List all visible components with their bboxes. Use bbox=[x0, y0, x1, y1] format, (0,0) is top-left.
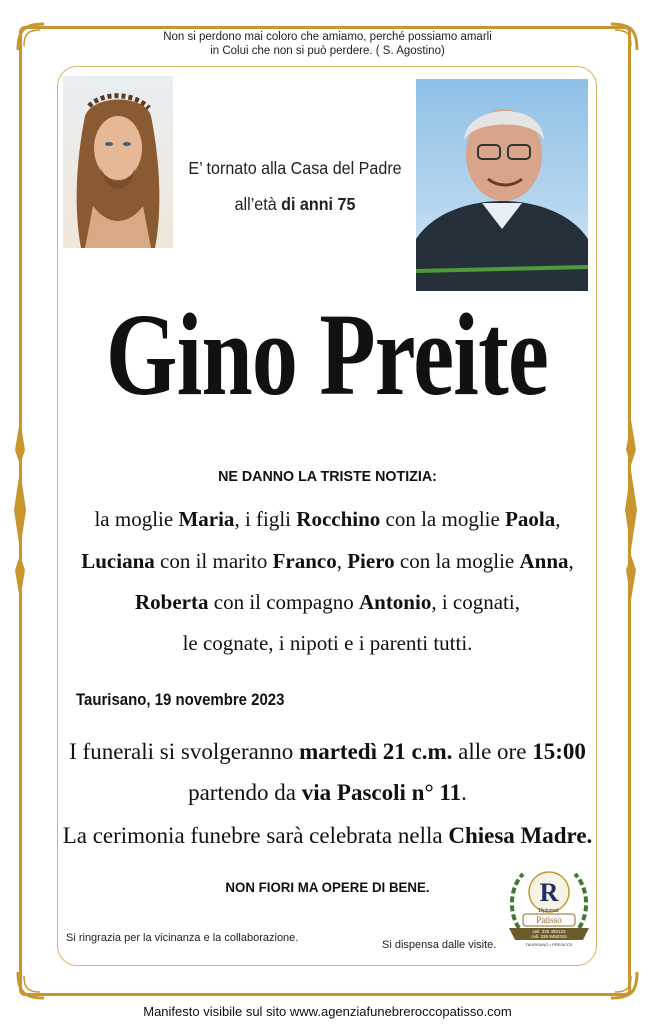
jesus-image bbox=[63, 76, 173, 248]
text-run: con il compagno bbox=[208, 590, 359, 614]
bold-text: Maria bbox=[178, 507, 235, 531]
text-run: le cognate, i nipoti e i parenti tutti. bbox=[182, 631, 473, 655]
text-run: , bbox=[568, 549, 574, 573]
bold-text: Franco bbox=[272, 549, 337, 573]
logo-town: TAURISANO • PRESICCE bbox=[525, 942, 573, 947]
funeral-line-2 bbox=[0, 780, 655, 806]
corner-ornament-icon bbox=[607, 968, 641, 1002]
family-line-1 bbox=[0, 507, 655, 532]
funeral-line-3 bbox=[0, 823, 655, 849]
no-flowers-note: NON FIORI MA OPERE DI BENE. bbox=[225, 879, 430, 895]
text-run: , bbox=[336, 549, 348, 573]
bold-text: Luciana bbox=[81, 549, 155, 573]
quote-line-1: Non si perdono mai coloro che amiamo, perché possiamo amarli bbox=[163, 31, 492, 43]
family-line-4 bbox=[0, 631, 655, 656]
bold-text: Anna bbox=[519, 549, 569, 573]
text-run: , i figli bbox=[234, 507, 297, 531]
no-visits-note: Si dispensa dalle visite. bbox=[382, 939, 497, 951]
thanks-note: Si ringrazia per la vicinanza e la collaborazione. bbox=[66, 932, 299, 944]
intro-line-1: E’ tornato alla Casa del Padre bbox=[188, 158, 402, 178]
corner-ornament-icon bbox=[607, 20, 641, 54]
logo-brand: Patisso bbox=[536, 915, 562, 925]
bold-text: via Pascoli n° 11 bbox=[301, 780, 462, 805]
bold-text: Piero bbox=[347, 549, 395, 573]
bold-text: 15:00 bbox=[532, 739, 586, 764]
text-run: , bbox=[555, 507, 561, 531]
logo-letter: R bbox=[539, 878, 559, 907]
text-run: partendo da bbox=[188, 780, 302, 805]
funeral-line-1 bbox=[0, 739, 655, 765]
age-prefix: all’età bbox=[234, 194, 282, 214]
corner-ornament-icon bbox=[14, 20, 48, 54]
text-run: con la moglie bbox=[380, 507, 506, 531]
deceased-name: Gino Preite bbox=[105, 289, 549, 420]
place-date: Taurisano, 19 novembre 2023 bbox=[76, 690, 285, 709]
quote-line-2: in Colui che non si può perdere. ( S. Agostino) bbox=[210, 45, 445, 57]
logo-sub: Diplomat. bbox=[538, 908, 560, 914]
family-line-2 bbox=[0, 549, 655, 574]
bold-text: Chiesa Madre. bbox=[448, 823, 593, 848]
text-run: , i cognati, bbox=[431, 590, 520, 614]
text-run: con il marito bbox=[154, 549, 273, 573]
intro-line-2 bbox=[180, 194, 410, 215]
text-run: alle ore bbox=[452, 739, 533, 764]
bold-text: Roberta bbox=[135, 590, 209, 614]
notice-heading: NE DANNO LA TRISTE NOTIZIA: bbox=[218, 468, 437, 485]
text-run: La cerimonia funebre sarà celebrata nella bbox=[62, 823, 449, 848]
footer-website: Manifesto visibile sul sito www.agenziafunebreroccopatisso.com bbox=[143, 1004, 512, 1019]
family-line-3 bbox=[0, 590, 655, 615]
text-run: con la moglie bbox=[394, 549, 520, 573]
bold-text: Paola bbox=[505, 507, 556, 531]
bold-text: Rocchino bbox=[296, 507, 381, 531]
bold-text: martedì 21 c.m. bbox=[299, 739, 453, 764]
text-run: I funerali si svolgeranno bbox=[69, 739, 300, 764]
bold-text: Antonio bbox=[358, 590, 432, 614]
corner-ornament-icon bbox=[14, 968, 48, 1002]
logo-tel-2: cell. 339 8450316 bbox=[531, 934, 567, 939]
logo-tel-1: cell. 335 450123 bbox=[532, 929, 566, 934]
funeral-agency-logo bbox=[503, 858, 595, 950]
text-run: . bbox=[461, 780, 467, 805]
text-run: la moglie bbox=[94, 507, 179, 531]
deceased-photo bbox=[416, 79, 588, 291]
age-value: di anni 75 bbox=[281, 194, 356, 214]
